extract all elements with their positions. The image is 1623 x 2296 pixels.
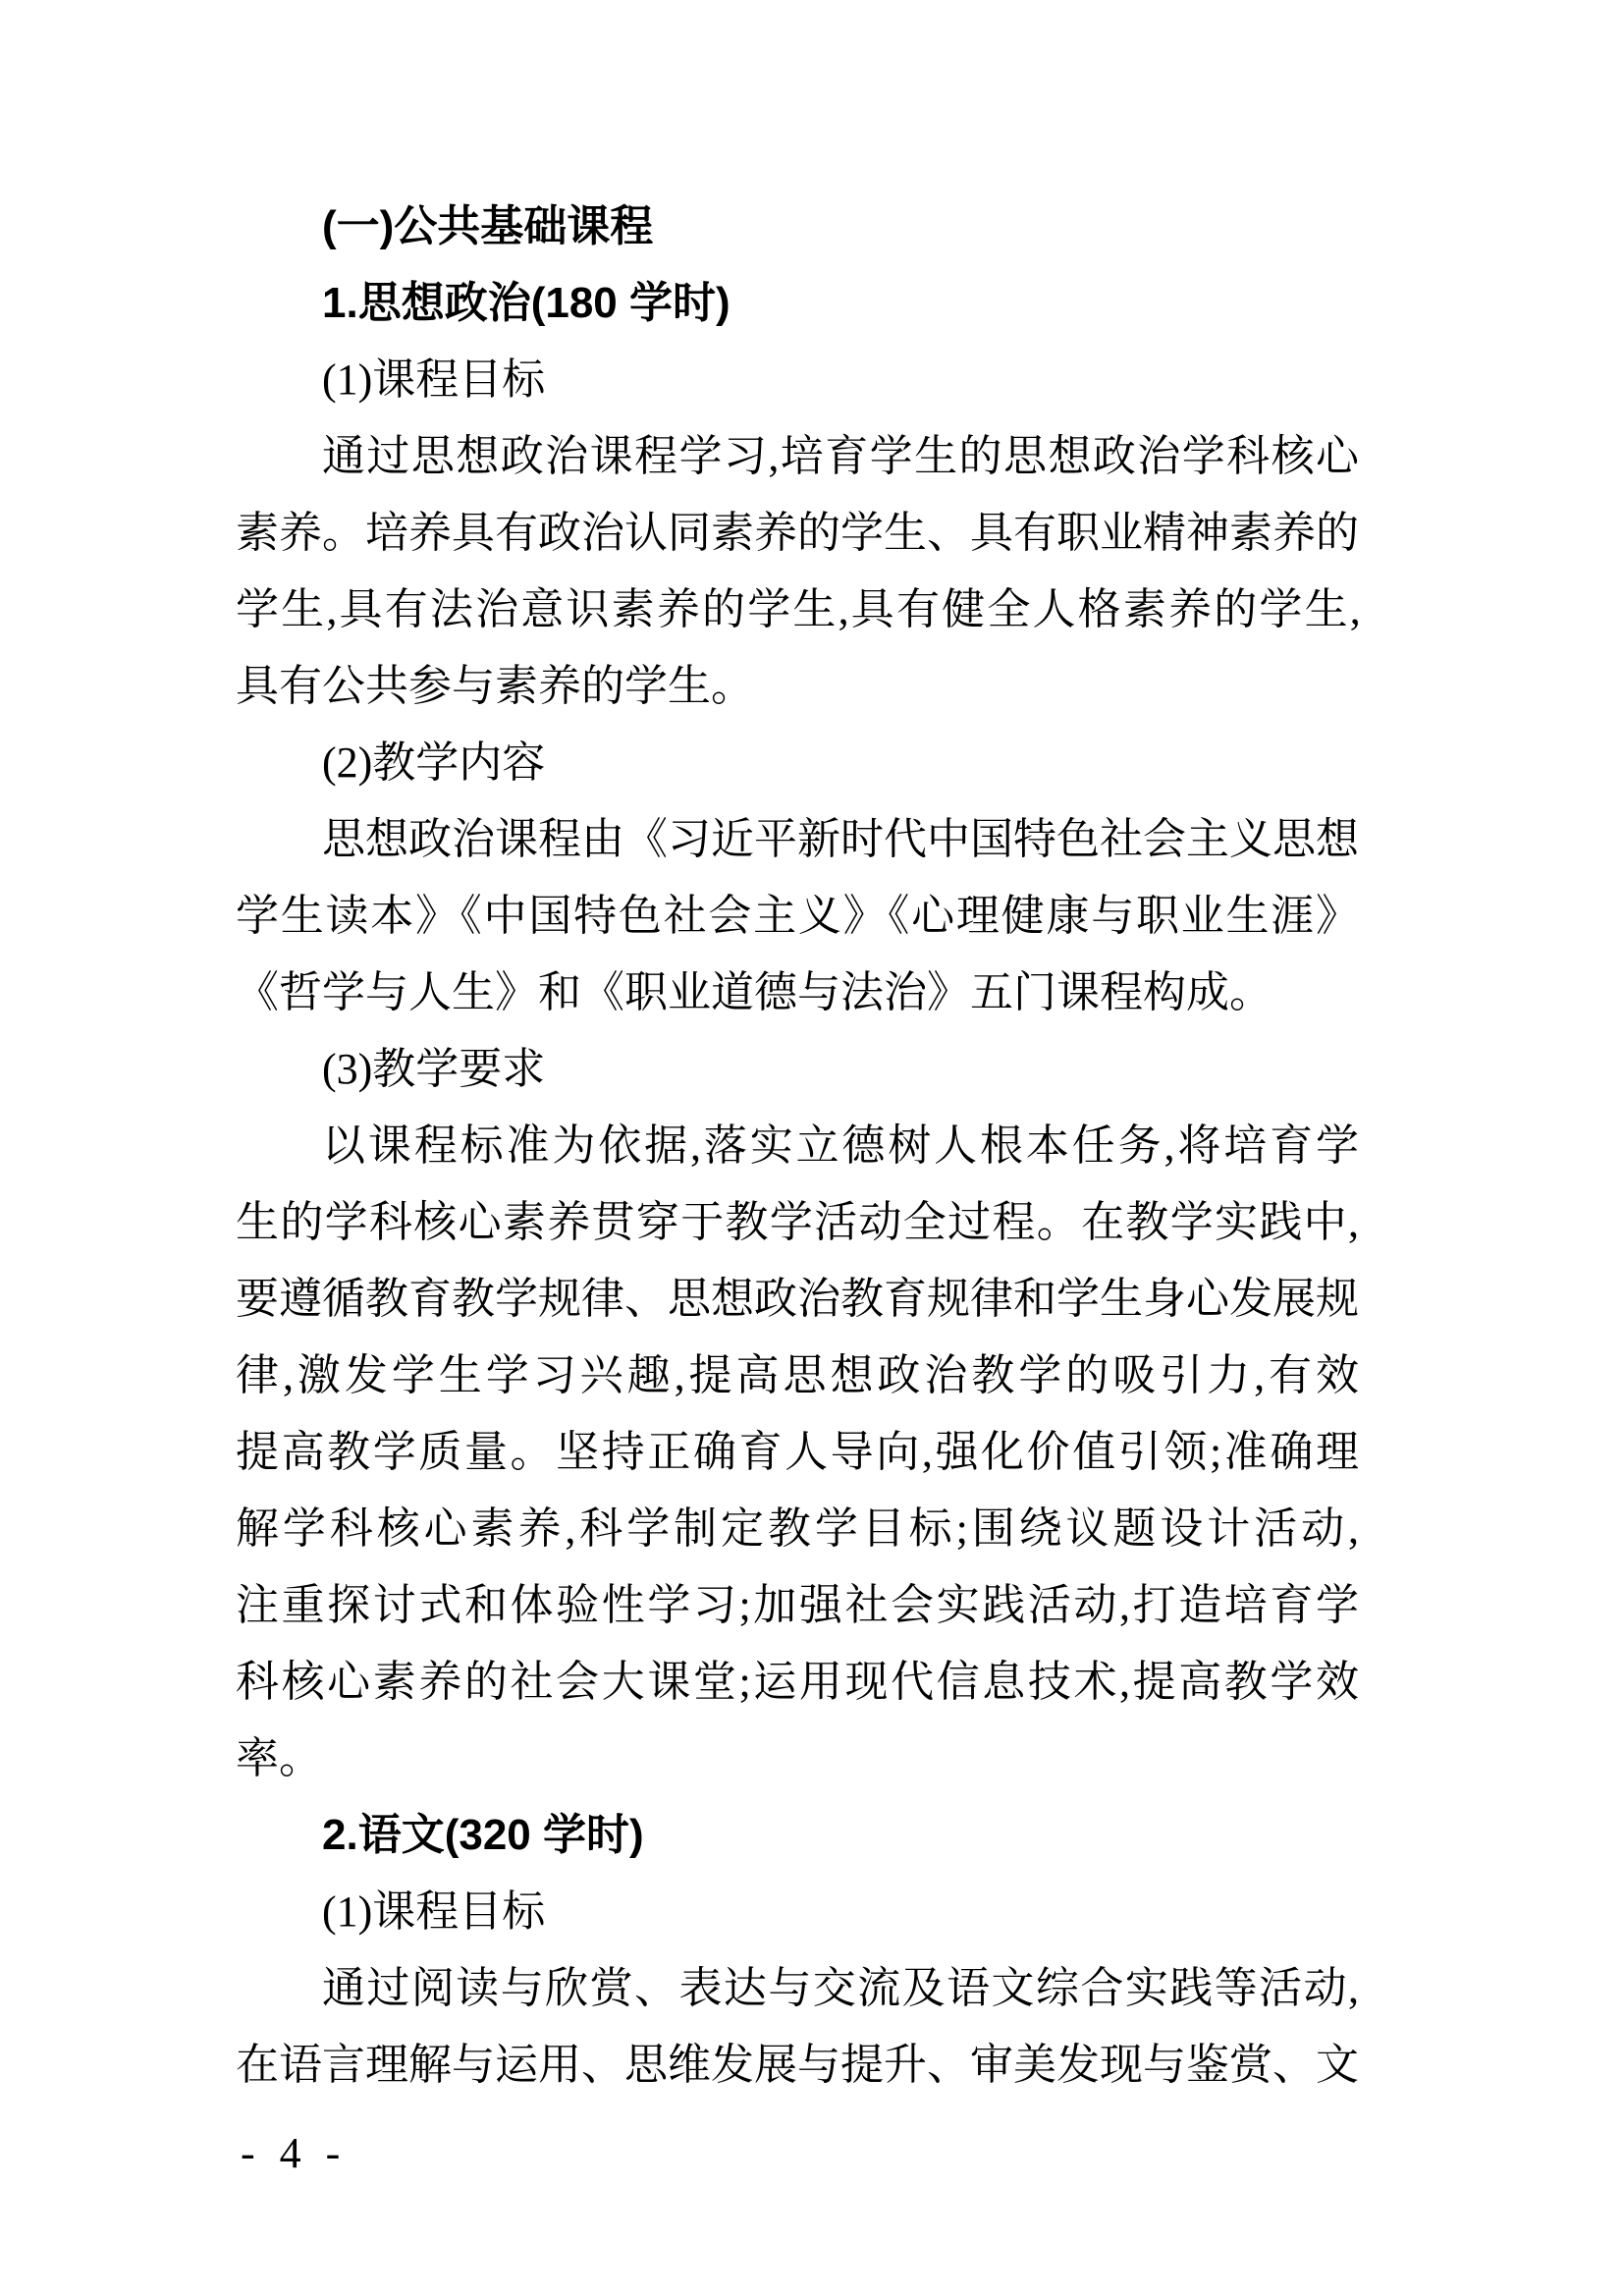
page-number: - 4 - (241, 2129, 348, 2177)
paragraph-line: 学生读本》《中国特色社会主义》《心理健康与职业生涯》 (236, 892, 1359, 940)
paragraph-line: 提高教学质量。坚持正确育人导向,强化价值引领;准确理 (236, 1428, 1359, 1476)
paragraph-line: 科核心素养的社会大课堂;运用现代信息技术,提高教学效 (236, 1658, 1359, 1706)
document-body (236, 189, 1359, 2104)
paragraph-line: 率。 (236, 1734, 322, 1782)
paragraph-line: 通过阅读与欣赏、表达与交流及语文综合实践等活动, (322, 1964, 1359, 2012)
heading-chinese-320: 2.语文(320 学时) (322, 1811, 644, 1859)
heading-public-basic-courses: (一)公共基础课程 (322, 202, 654, 250)
paragraph-line: 生的学科核心素养贯穿于教学活动全过程。在教学实践中, (236, 1198, 1359, 1246)
paragraph-line: 解学科核心素养,科学制定教学目标;围绕议题设计活动, (236, 1504, 1359, 1553)
subheading-teaching-content: (2)教学内容 (322, 738, 546, 787)
paragraph-line: 注重探讨式和体验性学习;加强社会实践活动,打造培育学 (236, 1581, 1359, 1629)
paragraph-line: 学生,具有法治意识素养的学生,具有健全人格素养的学生, (236, 585, 1359, 633)
subheading-teaching-requirements: (3)教学要求 (322, 1045, 546, 1093)
paragraph-line: 要遵循教育教学规律、思想政治教育规律和学生身心发展规 (236, 1275, 1359, 1323)
paragraph-line: 以课程标准为依据,落实立德树人根本任务,将培育学 (322, 1121, 1359, 1170)
subheading-course-goal: (1)课程目标 (322, 355, 546, 404)
paragraph-line: 律,激发学生学习兴趣,提高思想政治教学的吸引力,有效 (236, 1351, 1359, 1399)
subheading-course-goal: (1)课程目标 (322, 1887, 546, 1936)
paragraph-line: 素养。培养具有政治认同素养的学生、具有职业精神素养的 (236, 509, 1359, 557)
paragraph-line: 《哲学与人生》和《职业道德与法治》五门课程构成。 (236, 968, 1272, 1016)
paragraph-line: 具有公共参与素养的学生。 (236, 662, 754, 710)
heading-ideology-politics-180: 1.思想政治(180 学时) (322, 279, 730, 327)
paragraph-line: 在语言理解与运用、思维发展与提升、审美发现与鉴赏、文 (236, 2041, 1359, 2089)
paragraph-line: 思想政治课程由《习近平新时代中国特色社会主义思想 (322, 815, 1359, 863)
paragraph-line: 通过思想政治课程学习,培育学生的思想政治学科核心 (322, 432, 1359, 480)
